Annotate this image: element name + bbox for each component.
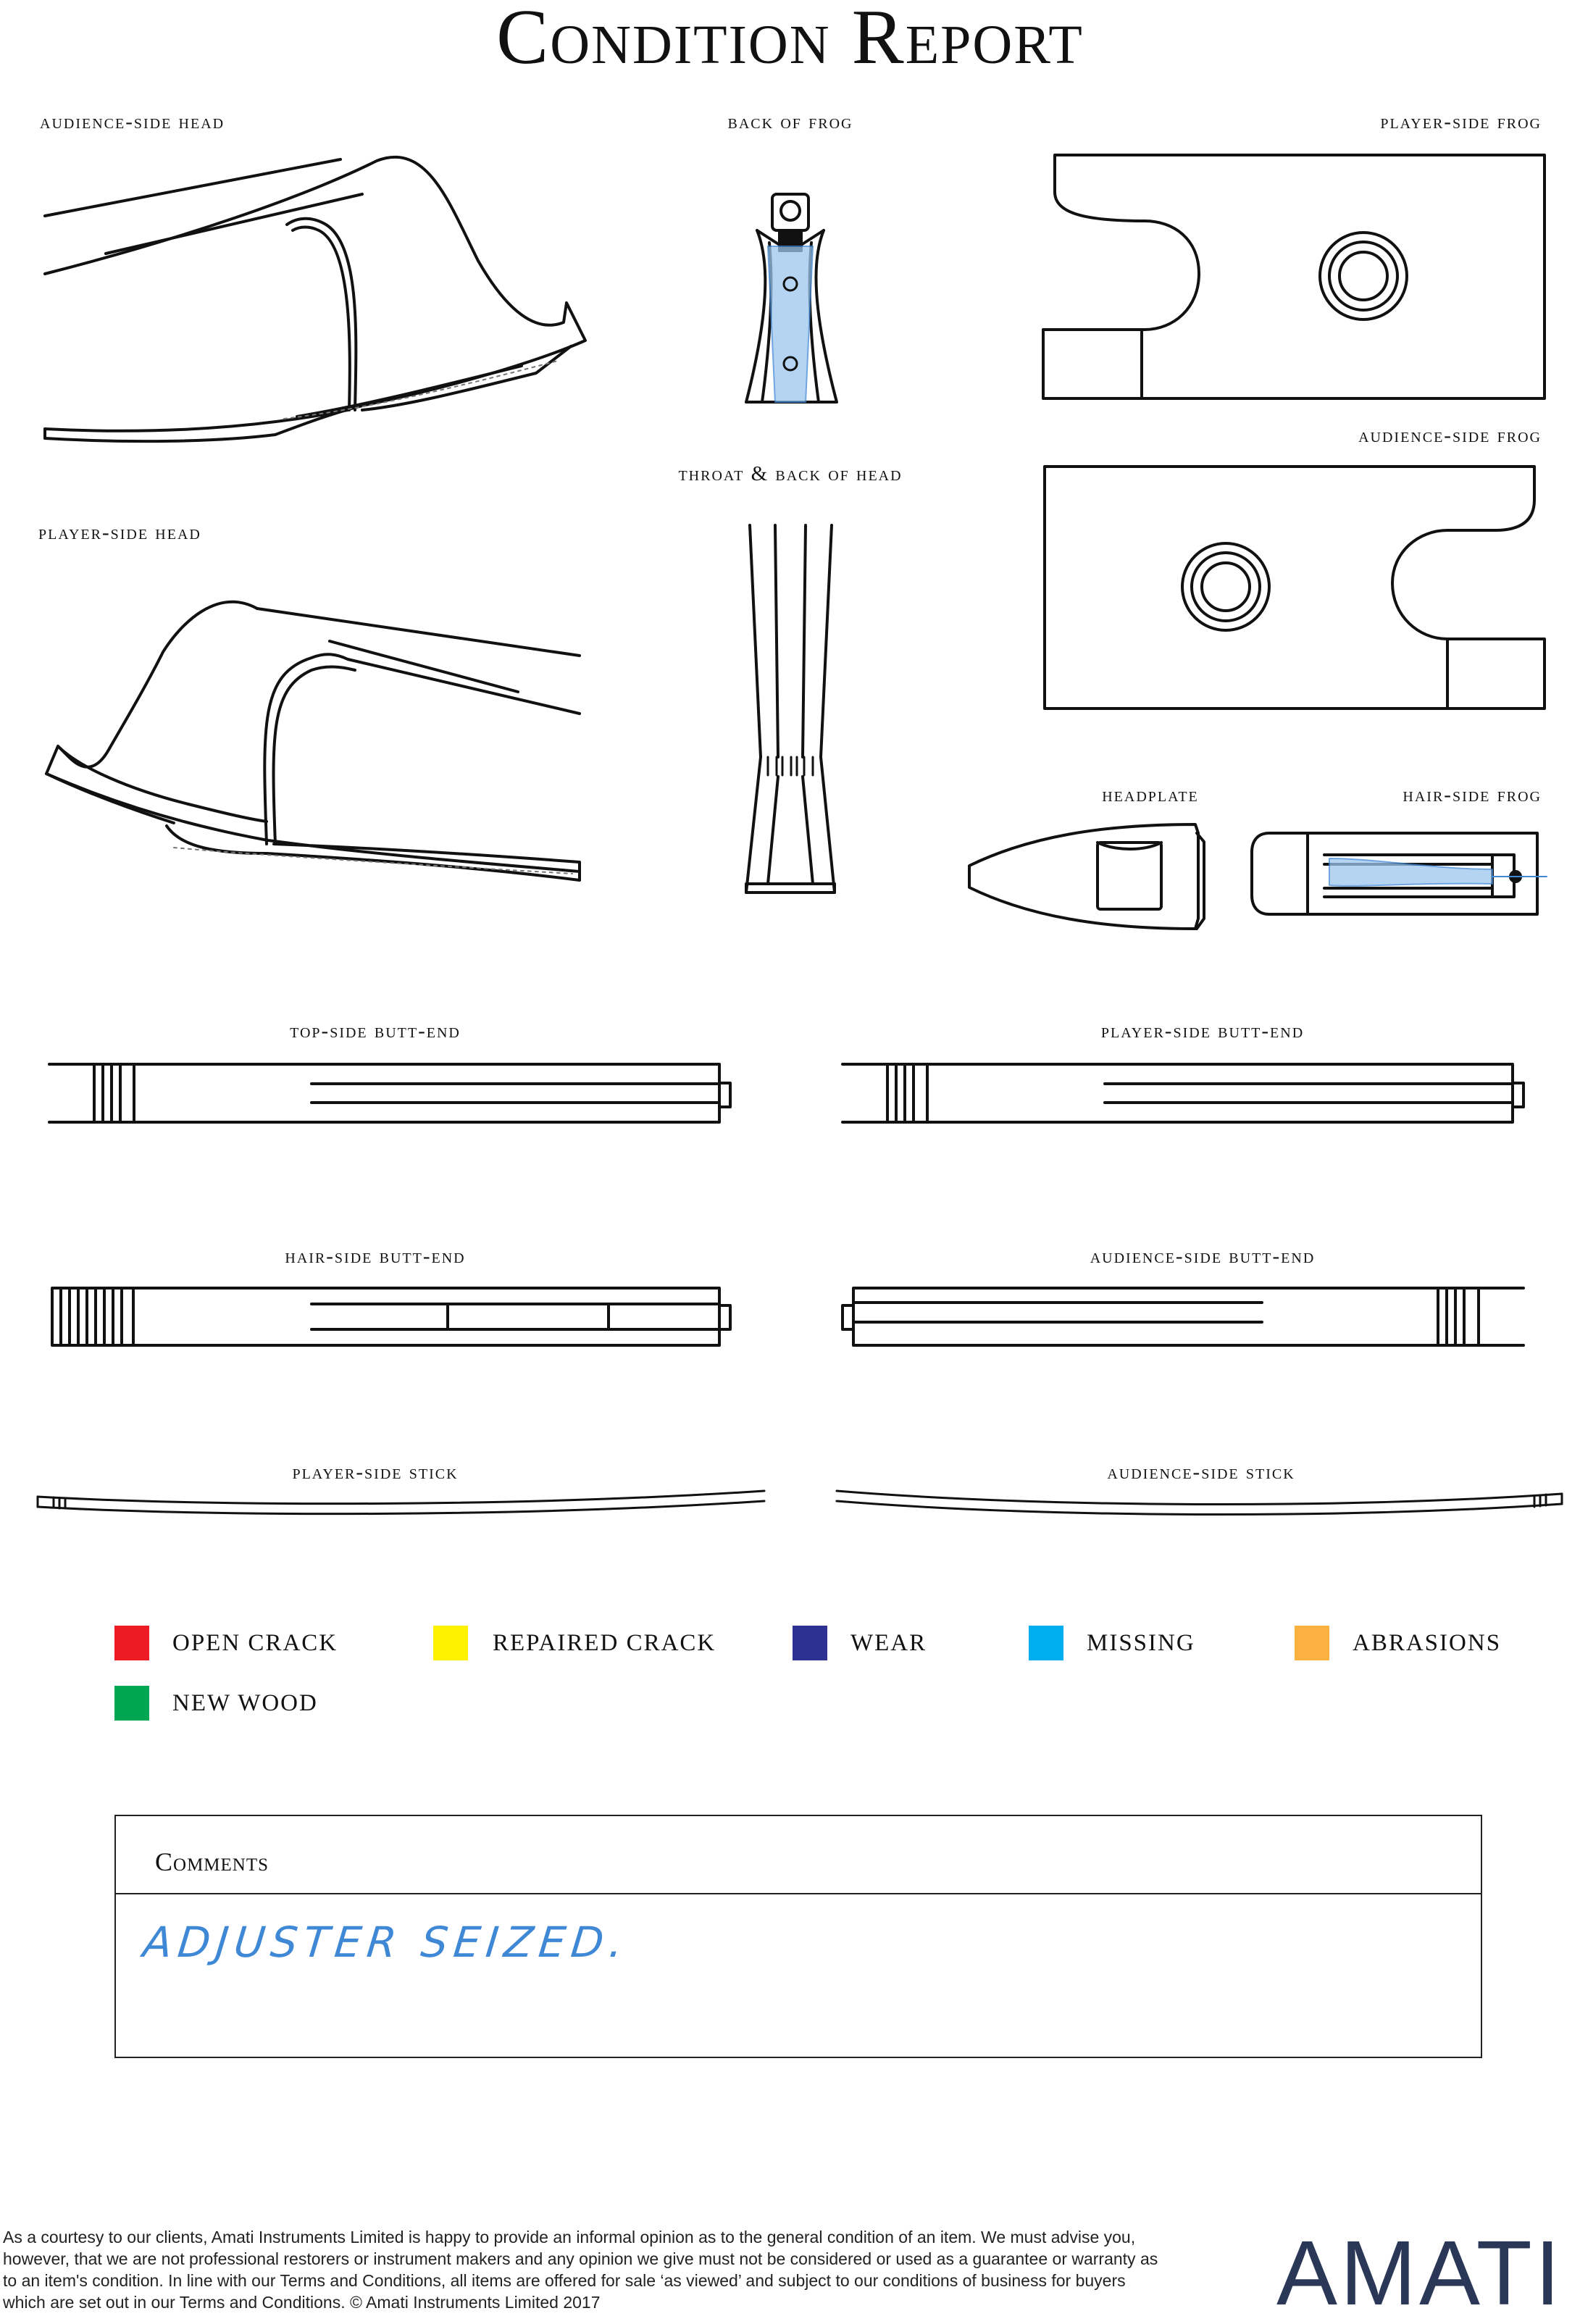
legend-new-wood — [114, 1686, 318, 1721]
hair-side-butt-end-drawing — [52, 1288, 730, 1345]
top-side-butt-end-drawing — [49, 1064, 730, 1122]
legend-label-abrasions: ABRASIONS — [1353, 1629, 1502, 1656]
legend-swatch-missing — [1029, 1626, 1063, 1660]
label-hair-side-frog: hair-side frog — [1403, 783, 1542, 806]
audience-side-butt-end-drawing — [843, 1288, 1523, 1345]
label-audience-side-frog: audience-side frog — [1358, 424, 1542, 447]
disclaimer-text: As a courtesy to our clients, Amati Instruments Limited is happy to provide an informal opinion as to the general condition of an item. We must advise you, however, that we are not professional restorers or instrument makers and any opinion we give must not be considered or used as a guarantee or warranty as to an item's condition. In line with our Terms and Conditions, all items are offered for sale ‘as viewed’ and subject to our conditions of business for buyers which are set out in our Terms and Conditions. © Amati Instruments Limited 2017 — [3, 2228, 1158, 2312]
label-top-side-butt-end: top-side butt-end — [290, 1019, 461, 1042]
legend-open-crack — [114, 1626, 338, 1660]
comments-box — [114, 1815, 1482, 2058]
player-side-head-drawing — [46, 602, 580, 880]
audience-side-stick-drawing — [837, 1491, 1562, 1515]
player-side-frog-drawing — [1043, 155, 1545, 398]
label-player-side-frog: player-side frog — [1380, 110, 1542, 133]
legend-swatch-abrasions — [1295, 1626, 1329, 1660]
legend-label-repaired-crack: REPAIRED CRACK — [493, 1629, 716, 1656]
legend-abrasions — [1295, 1626, 1501, 1660]
legend-missing — [1029, 1626, 1195, 1660]
hair-side-frog-drawing — [1252, 833, 1547, 914]
comments-header — [116, 1816, 1481, 1894]
label-audience-side-stick: audience-side stick — [1107, 1460, 1295, 1484]
legend-label-missing: MISSING — [1087, 1629, 1195, 1656]
back-of-frog-drawing — [746, 194, 837, 402]
label-hair-side-butt-end: hair-side butt-end — [285, 1245, 466, 1268]
label-headplate: headplate — [1102, 783, 1199, 806]
legend-swatch-new-wood — [114, 1686, 149, 1721]
player-side-butt-end-drawing — [843, 1064, 1523, 1122]
player-side-stick-drawing — [38, 1491, 764, 1514]
comments-text: ADJUSTER SEIZED. — [141, 1918, 632, 1967]
label-back-of-frog: back of frog — [727, 110, 853, 133]
label-player-side-butt-end: player-side butt-end — [1100, 1019, 1305, 1042]
label-audience-side-head: audience-side head — [40, 110, 225, 133]
audience-side-frog-drawing — [1045, 467, 1545, 709]
comments-title: Comments — [155, 1847, 269, 1876]
page-title: Condition Report — [496, 0, 1084, 80]
legend-label-wear: WEAR — [850, 1629, 927, 1656]
legend-swatch-wear — [793, 1626, 827, 1660]
headplate-drawing — [969, 824, 1204, 929]
label-player-side-stick: player-side stick — [292, 1460, 459, 1484]
label-audience-side-butt-end: audience-side butt-end — [1090, 1245, 1316, 1268]
legend-swatch-repaired-crack — [433, 1626, 468, 1660]
legend-label-new-wood: NEW WOOD — [172, 1689, 318, 1716]
label-player-side-head: player-side head — [38, 521, 201, 544]
legend-label-open-crack: OPEN CRACK — [172, 1629, 338, 1656]
legend-wear — [793, 1626, 927, 1660]
amati-logo: AMATI — [1276, 2222, 1563, 2324]
legend-swatch-open-crack — [114, 1626, 149, 1660]
audience-side-head-drawing — [45, 157, 585, 441]
label-throat-back-of-head: throat & back of head — [678, 462, 903, 485]
legend-repaired-crack — [433, 1626, 716, 1660]
throat-back-of-head-drawing — [746, 525, 835, 893]
